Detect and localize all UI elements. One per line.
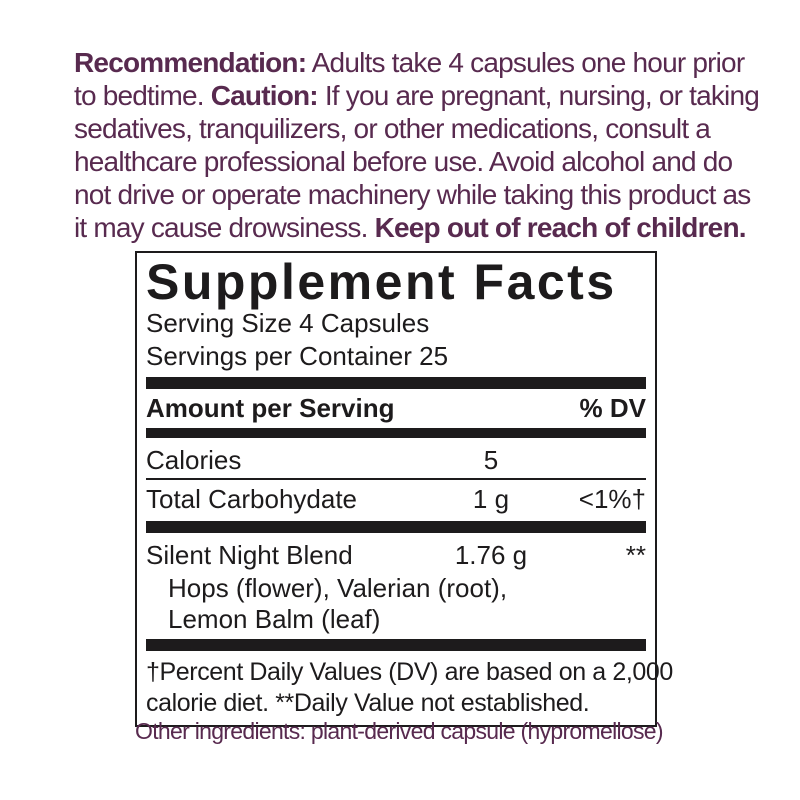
percent-dv-label: % DV <box>579 393 646 423</box>
divider-bar-thick <box>146 639 646 651</box>
nutrient-row-carbohydrate <box>146 480 646 517</box>
nutrient-dv: <1%† <box>578 484 646 514</box>
blend-ingredients-line: Hops (flower), Valerian (root), <box>168 573 508 603</box>
recommendation-paragraph <box>74 46 760 244</box>
divider-bar-thick <box>146 377 646 389</box>
recommendation-line: to bedtime. Caution: If you are pregnant, nursing, or taking <box>74 80 760 111</box>
nutrient-name: Total Carbohydate <box>146 484 358 514</box>
footnote-line: calorie diet. **Daily Value not established. <box>146 689 590 717</box>
divider-bar-thick <box>146 521 646 533</box>
nutrient-row-calories <box>146 441 646 478</box>
nutrient-amount: 1.76 g <box>454 540 528 570</box>
nutrient-amount: 5 <box>483 445 499 475</box>
facts-header-row <box>146 392 646 425</box>
panel-title: Supplement Facts <box>146 254 617 310</box>
serving-size: Serving Size 4 Capsules <box>146 308 430 338</box>
recommendation-line: it may cause drowsiness. Keep out of reach of children. <box>74 212 746 243</box>
supplement-facts-panel <box>135 251 673 727</box>
recommendation-line: Recommendation: Adults take 4 capsules one hour prior <box>74 47 745 78</box>
recommendation-line: sedatives, tranquilizers, or other medications, consult a <box>74 113 711 144</box>
nutrient-name: Silent Night Blend <box>146 540 353 570</box>
footnote <box>146 654 673 720</box>
blend-ingredients-line: Lemon Balm (leaf) <box>168 604 381 634</box>
other-ingredients: Other ingredients: plant-derived capsule (hypromellose) <box>135 718 663 744</box>
amount-per-serving-label: Amount per Serving <box>146 393 395 423</box>
nutrient-amount: 1 g <box>472 484 510 514</box>
servings-per-container: Servings per Container 25 <box>146 341 449 371</box>
nutrient-dv: ** <box>625 540 646 570</box>
nutrient-row-blend <box>146 536 646 573</box>
footnote-line: †Percent Daily Values (DV) are based on a 2,000 <box>146 658 673 686</box>
recommendation-line: healthcare professional before use. Avoid alcohol and do <box>74 146 733 177</box>
recommendation-line: not drive or operate machinery while taking this product as <box>74 179 751 210</box>
divider-bar-medium <box>146 428 646 438</box>
nutrient-name: Calories <box>146 445 242 475</box>
